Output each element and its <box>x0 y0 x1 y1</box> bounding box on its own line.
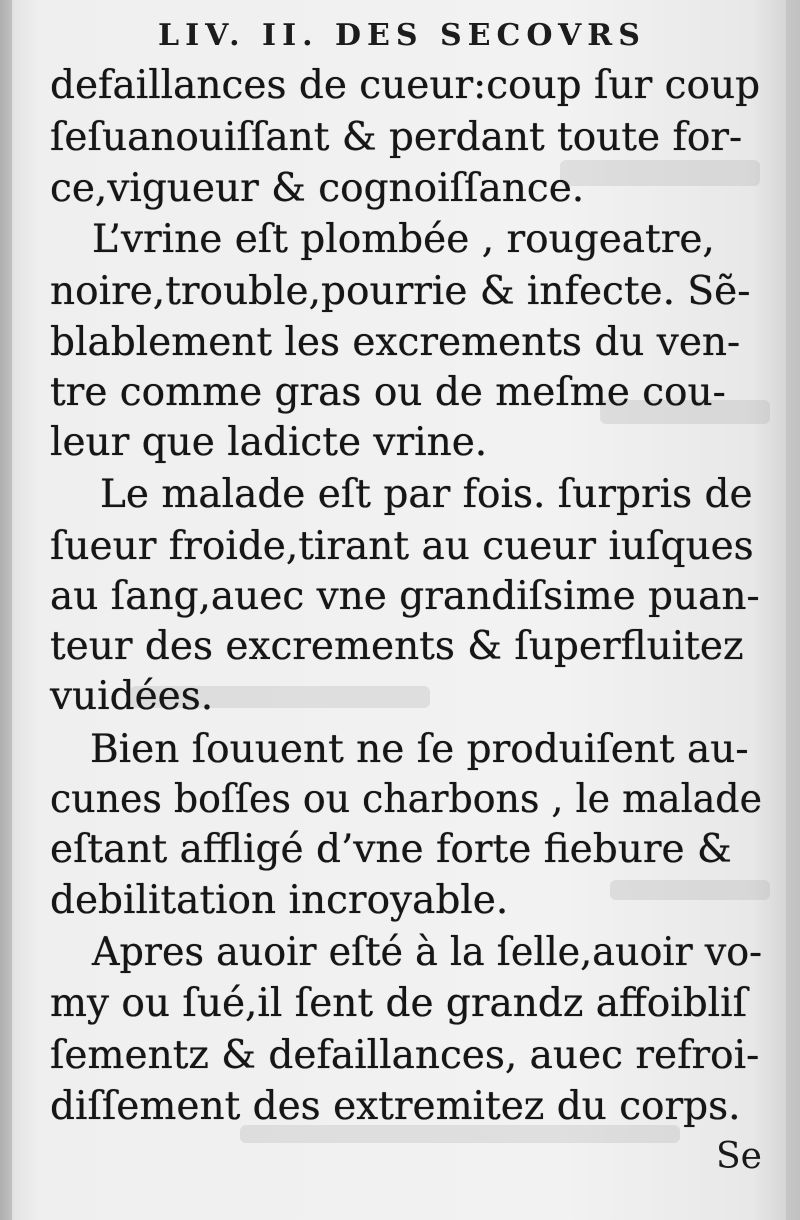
running-head: LIV. II. DES SECOVRS <box>158 18 646 53</box>
text-line-13: vuidées. <box>50 674 214 719</box>
text-line-4: L’vrine eſt plombée , rougeatre, <box>92 217 715 262</box>
text-line-9: Le malade eſt par fois. ſurpris de <box>100 472 753 517</box>
text-line-5: noire,trouble,pourrie & infecte. Sẽ- <box>50 269 751 314</box>
text-line-6: blablement les excrements du ven- <box>50 320 741 365</box>
text-line-7: tre comme gras ou de meſme cou- <box>50 370 726 415</box>
text-line-11: au ſang,auec vne grandiſsime puan- <box>50 574 760 619</box>
text-line-20: ſementz & defaillances, auec refroi- <box>50 1033 760 1078</box>
text-line-14: Bien ſouuent ne ſe produiſent au- <box>90 727 749 772</box>
text-line-8: leur que ladicte vrine. <box>50 420 488 465</box>
text-line-17: debilitation incroyable. <box>50 878 509 923</box>
text-line-3: ce,vigueur & cognoiſſance. <box>50 166 585 211</box>
text-line-15: cunes boſſes ou charbons , le malade <box>50 777 762 822</box>
text-line-12: teur des excrements & ſuperfluitez <box>50 624 744 669</box>
text-line-16: eſtant affligé d’vne forte fiebure & <box>50 827 732 872</box>
text-line-2: ſeſuanouiſſant & perdant toute for- <box>50 115 743 160</box>
catchword: Se <box>716 1136 762 1177</box>
text-line-1: defaillances de cueur:coup ſur coup <box>50 63 761 108</box>
text-line-21: diſſement des extremitez du corps. <box>50 1084 741 1129</box>
text-line-19: my ou ſué,il ſent de grandz affoibliſ <box>50 981 748 1026</box>
text-line-18: Apres auoir eſté à la ſelle,auoir vo- <box>92 930 763 975</box>
text-line-10: ſueur froide,tirant au cueur iuſques <box>50 524 754 569</box>
